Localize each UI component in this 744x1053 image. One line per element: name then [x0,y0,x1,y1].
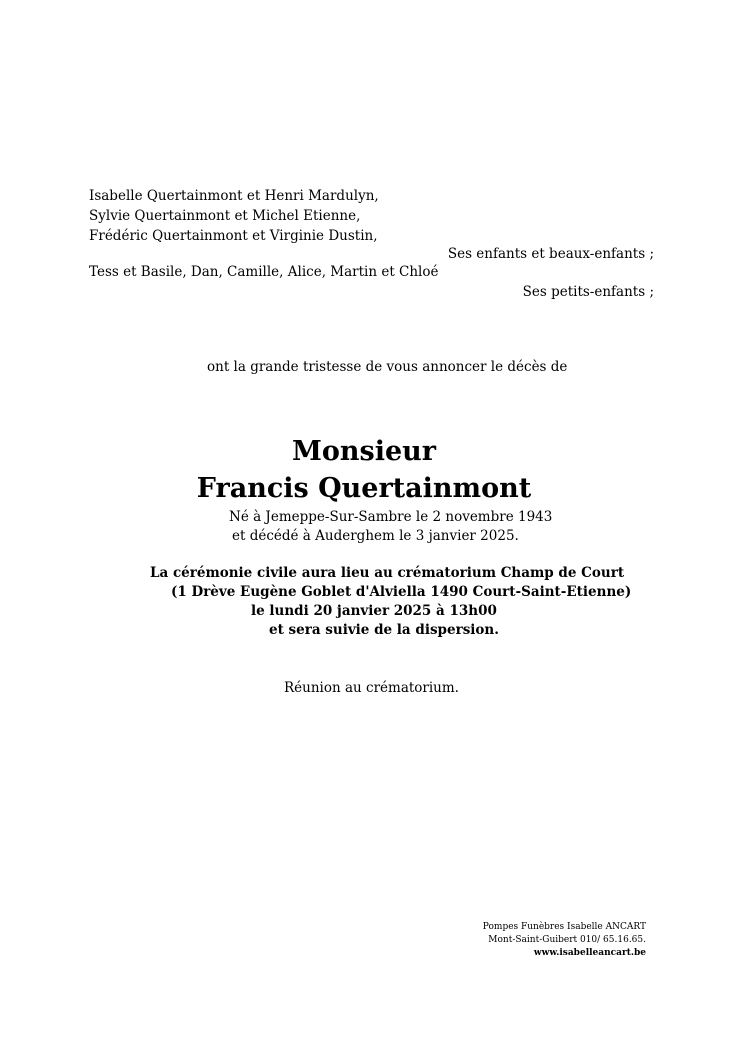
death-info: et décédé à Auderghem le 3 janvier 2025. [232,528,519,544]
announcement-text: ont la grande tristesse de vous annoncer le décès de [207,359,568,375]
grandchildren-caption: Ses petits-enfants ; [522,284,654,300]
grandchildren-names: Tess et Basile, Dan, Camille, Alice, Martin et Chloé [89,264,439,280]
funeral-home-phone: Mont-Saint-Guibert 010/ 65.16.65. [488,935,646,945]
ceremony-line-2: (1 Drève Eugène Goblet d'Alviella 1490 Court-Saint-Etienne) [171,584,632,600]
reunion-text: Réunion au crématorium. [284,680,459,696]
child-couple-1: Isabelle Quertainmont et Henri Mardulyn, [89,188,379,204]
deceased-title: Monsieur [291,436,437,467]
funeral-home-website: www.isabelleancart.be [533,948,646,958]
children-caption: Ses enfants et beaux-enfants ; [447,246,654,262]
deceased-name: Francis Quertainmont [196,473,532,504]
ceremony-line-3: le lundi 20 janvier 2025 à 13h00 [251,603,497,619]
funeral-home-name: Pompes Funèbres Isabelle ANCART [482,922,646,932]
ceremony-line-4: et sera suivie de la dispersion. [269,622,499,638]
child-couple-2: Sylvie Quertainmont et Michel Etienne, [89,208,361,224]
birth-info: Né à Jemeppe-Sur-Sambre le 2 novembre 1943 [229,509,553,525]
child-couple-3: Frédéric Quertainmont et Virginie Dustin, [89,228,378,244]
ceremony-line-1: La cérémonie civile aura lieu au crématorium Champ de Court [150,565,625,581]
